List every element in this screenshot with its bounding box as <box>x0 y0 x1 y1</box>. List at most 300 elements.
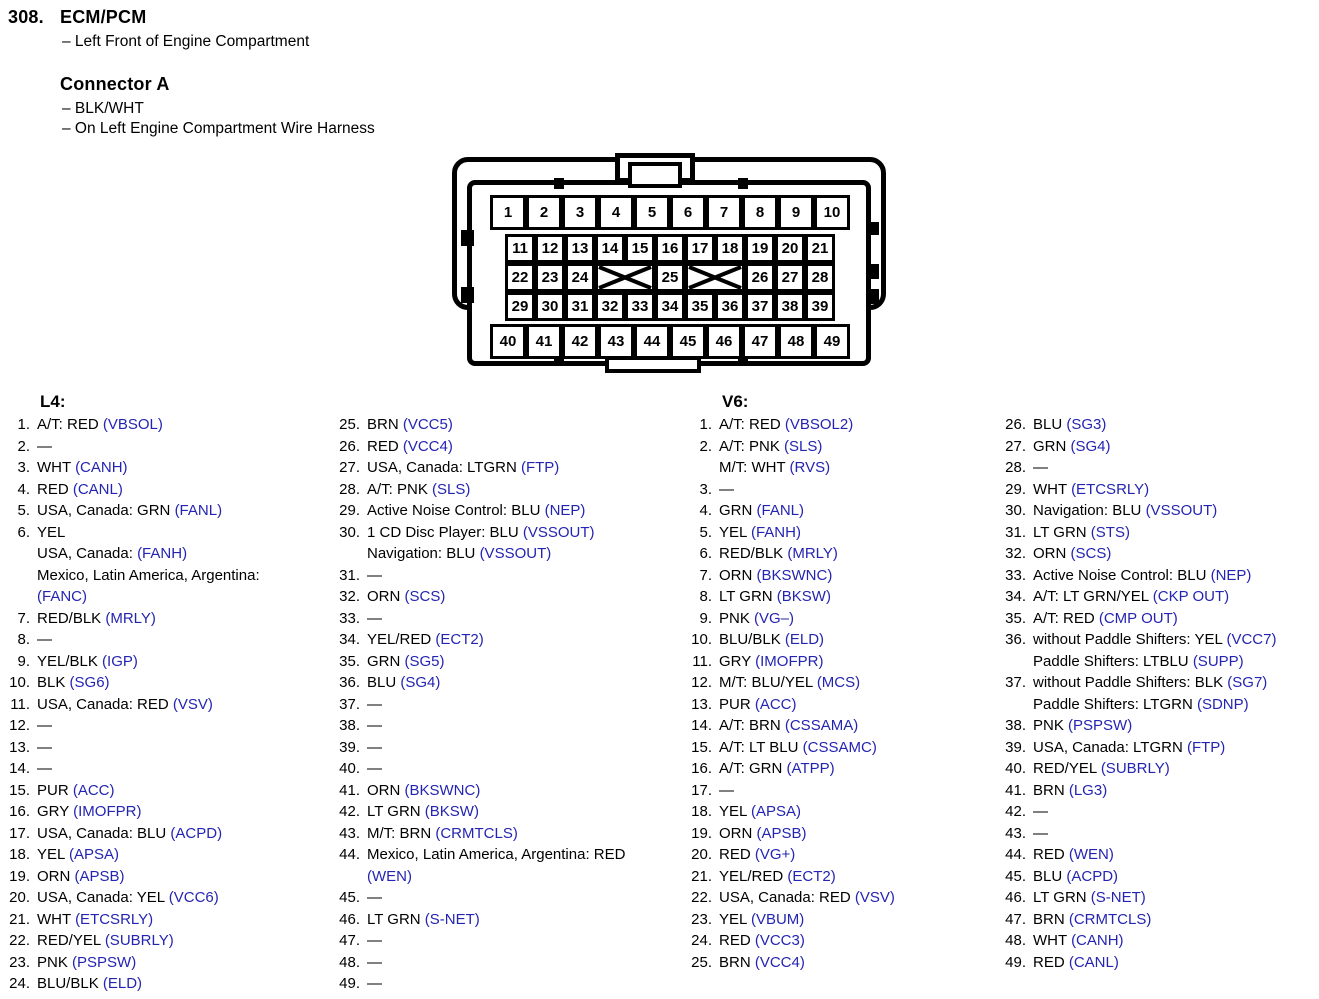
pin-description: Navigation: BLU (VSSOUT) <box>1033 502 1218 519</box>
pin-number: 27. <box>339 459 360 476</box>
pin-cavity: 36 <box>715 292 745 321</box>
pin-description: — <box>37 738 52 756</box>
pin-number: 5. <box>17 502 30 519</box>
pin-description: GRN (SG4) <box>1033 437 1111 455</box>
pin-list-item <box>682 780 1000 802</box>
pin-list-item <box>0 866 328 888</box>
pin-cavity: 33 <box>625 292 655 321</box>
pin-number: 25. <box>339 416 360 433</box>
pin-description: WHT (CANH) <box>1033 932 1124 949</box>
pin-number: 33. <box>1005 566 1026 584</box>
pin-number: 29. <box>1005 480 1026 498</box>
pin-list-item <box>330 479 670 501</box>
pin-cavity: 2 <box>526 195 562 230</box>
pin-list-item <box>330 436 670 458</box>
pin-list-item <box>682 436 1000 479</box>
pin-description: PNK (PSPSW) <box>1033 717 1133 734</box>
pin-cavity: 23 <box>535 263 565 292</box>
pin-list-item <box>682 737 1000 759</box>
list-header-l4: L4: <box>40 392 66 411</box>
pin-description: WHT (ETCSRLY) <box>37 910 154 928</box>
pin-cavity: 34 <box>655 292 685 321</box>
pin-list-item <box>330 414 670 436</box>
pin-list-item <box>330 930 670 952</box>
pin-number: 41. <box>339 781 360 799</box>
pin-description: BRN (CRMTCLS) <box>1033 910 1152 928</box>
pin-cavity: 13 <box>565 234 595 263</box>
pin-description: BLU/BLK (ELD) <box>719 631 825 648</box>
pin-description: BLK (SG6) <box>37 674 110 691</box>
pin-number: 11. <box>10 695 30 713</box>
pin-number: 44. <box>1005 846 1026 863</box>
pin-description: Mexico, Latin America, Argentina: RED (WEN) <box>367 846 626 885</box>
pin-cavity: 21 <box>805 234 835 263</box>
pin-description: RED/BLK (MRLY) <box>37 609 156 627</box>
pin-number: 25. <box>691 953 712 971</box>
pin-number: 26. <box>1005 416 1026 433</box>
pin-description: A/T: PNK (SLS) <box>367 480 471 498</box>
pin-description: — <box>367 760 382 777</box>
pin-list-item <box>682 543 1000 565</box>
pin-number: 42. <box>339 803 360 820</box>
pin-description: A/T: GRN (ATPP) <box>719 760 835 777</box>
pin-number: 42. <box>1005 803 1026 820</box>
pin-number: 12. <box>691 674 712 691</box>
pin-description: ORN (BKSWNC) <box>367 781 481 799</box>
pin-description: A/T: RED (VBSOL) <box>37 416 163 433</box>
pin-cavity: 49 <box>814 324 850 359</box>
pin-number: 16. <box>9 803 30 820</box>
pin-description: GRY (IMOFPR) <box>719 652 824 670</box>
pin-number: 18. <box>9 846 30 863</box>
pin-list-item <box>0 651 328 673</box>
pin-number: 40. <box>1005 760 1026 777</box>
pin-description: A/T: LT BLU (CSSAMC) <box>719 738 877 756</box>
pin-number: 35. <box>339 652 360 670</box>
pin-description: — <box>367 695 382 713</box>
pin-number: 43. <box>339 824 360 842</box>
pin-cavity: 1 <box>490 195 526 230</box>
pin-description: — <box>1033 459 1048 476</box>
pin-description: RED (CANL) <box>37 480 123 498</box>
pin-number: 24. <box>691 932 712 949</box>
pin-cavity: 12 <box>535 234 565 263</box>
pin-list-item <box>996 522 1316 544</box>
pin-number: 37. <box>1005 674 1026 691</box>
pin-description: — <box>367 889 382 906</box>
pin-description: RED/BLK (MRLY) <box>719 545 838 562</box>
pin-cavity: 39 <box>805 292 835 321</box>
pin-number: 39. <box>1005 738 1026 756</box>
page-title: ECM/PCM <box>60 7 147 27</box>
pin-description: RED/YEL (SUBRLY) <box>37 932 174 949</box>
pin-description: — <box>37 437 52 455</box>
pin-list-item <box>330 758 670 780</box>
pin-number: 11. <box>692 652 712 670</box>
pin-number: 28. <box>339 480 360 498</box>
pin-number: 23. <box>691 910 712 928</box>
pin-description: — <box>1033 824 1048 842</box>
pin-cavity: 31 <box>565 292 595 321</box>
pin-list-item <box>0 758 328 780</box>
pin-number: 15. <box>691 738 712 756</box>
pin-cavity: 35 <box>685 292 715 321</box>
pin-list-item <box>330 565 670 587</box>
pin-cavity: 9 <box>778 195 814 230</box>
pin-list-item <box>0 887 328 909</box>
pin-list-v6-a <box>682 414 1000 973</box>
pin-list-item <box>682 930 1000 952</box>
pin-description: — <box>367 609 382 627</box>
pin-cavity: 40 <box>490 324 526 359</box>
pin-list-item <box>0 952 328 974</box>
pin-list-item <box>0 780 328 802</box>
pin-description: YEL USA, Canada: (FANH) Mexico, Latin America, Argentina: (FANC) <box>37 523 260 605</box>
pin-number: 41. <box>1005 781 1026 799</box>
pin-number: 3. <box>17 459 30 476</box>
pin-number: 13. <box>691 695 712 713</box>
connector-color-note: – BLK/WHT <box>62 100 144 117</box>
pin-description: A/T: LT GRN/YEL (CKP OUT) <box>1033 588 1230 605</box>
pin-list-item <box>682 629 1000 651</box>
pin-cavity: 22 <box>505 263 535 292</box>
pin-list-item <box>0 694 328 716</box>
pin-list-item <box>330 672 670 694</box>
pin-list-item <box>996 436 1316 458</box>
pin-list-item <box>682 522 1000 544</box>
pin-list-item <box>996 672 1316 715</box>
pin-description: USA, Canada: BLU (ACPD) <box>37 824 223 842</box>
pin-list-item <box>996 930 1316 952</box>
pin-cavity: 27 <box>775 263 805 292</box>
pin-description: USA, Canada: LTGRN (FTP) <box>367 459 560 476</box>
pin-list-item <box>682 801 1000 823</box>
pin-list-item <box>996 801 1316 823</box>
connector-top-latch-inner <box>628 162 682 188</box>
pin-list-item <box>0 801 328 823</box>
pin-cavity: 24 <box>565 263 595 292</box>
pin-description: YEL/BLK (IGP) <box>37 652 138 670</box>
pin-number: 47. <box>339 932 360 949</box>
pin-description: USA, Canada: GRN (FANL) <box>37 502 223 519</box>
pin-number: 10. <box>691 631 712 648</box>
pin-description: YEL (APSA) <box>37 846 119 863</box>
pin-cavity: 15 <box>625 234 655 263</box>
pin-number: 37. <box>339 695 360 713</box>
pin-description: A/T: BRN (CSSAMA) <box>719 717 859 734</box>
pin-number: 38. <box>339 717 360 734</box>
pin-description: GRY (IMOFPR) <box>37 803 142 820</box>
pin-description: YEL (VBUM) <box>719 910 805 928</box>
pin-list-item <box>682 608 1000 630</box>
pin-number: 29. <box>339 502 360 519</box>
pin-description: — <box>367 953 382 971</box>
pin-cavity: 8 <box>742 195 778 230</box>
pin-number: 14. <box>691 717 712 734</box>
pin-number: 34. <box>1005 588 1026 605</box>
pin-number: 46. <box>1005 889 1026 906</box>
pin-description: LT GRN (S-NET) <box>367 910 480 928</box>
pin-number: 31. <box>339 566 360 584</box>
pin-cavity: 16 <box>655 234 685 263</box>
pin-list-item <box>996 629 1316 672</box>
pin-list-item <box>0 522 328 608</box>
pin-description: LT GRN (BKSW) <box>719 588 831 605</box>
pin-cavity: 28 <box>805 263 835 292</box>
pin-description: RED (VG+) <box>719 846 796 863</box>
pin-number: 38. <box>1005 717 1026 734</box>
pin-description: RED (VCC3) <box>719 932 805 949</box>
pin-list-item <box>682 844 1000 866</box>
pin-description: GRN (SG5) <box>367 652 445 670</box>
pin-number: 49. <box>339 975 360 992</box>
pin-number: 24. <box>9 975 30 992</box>
pin-number: 1. <box>17 416 30 433</box>
pin-list-item <box>682 479 1000 501</box>
pin-list-item <box>682 651 1000 673</box>
pin-list-item <box>682 500 1000 522</box>
pin-list-item <box>996 737 1316 759</box>
connector-title: Connector A <box>60 74 170 94</box>
pin-list-item <box>330 887 670 909</box>
pin-number: 39. <box>339 738 360 756</box>
pin-number: 46. <box>339 910 360 928</box>
pin-description: BRN (VCC5) <box>367 416 453 433</box>
pin-number: 2. <box>17 437 30 455</box>
pin-description: WHT (CANH) <box>37 459 128 476</box>
pin-description: — <box>367 566 382 584</box>
list-header-v6: V6: <box>722 392 749 411</box>
pin-list-item <box>330 457 670 479</box>
connector-harness-note: – On Left Engine Compartment Wire Harness <box>62 120 375 137</box>
pin-description: — <box>37 717 52 734</box>
pin-number: 33. <box>339 609 360 627</box>
pin-description: RED (WEN) <box>1033 846 1114 863</box>
pin-cavity: 7 <box>706 195 742 230</box>
pin-description: A/T: RED (CMP OUT) <box>1033 609 1178 627</box>
pin-description: — <box>367 738 382 756</box>
pin-number: 32. <box>339 588 360 605</box>
pin-cavity: 14 <box>595 234 625 263</box>
pin-description: M/T: BLU/YEL (MCS) <box>719 674 861 691</box>
pin-number: 26. <box>339 437 360 455</box>
pin-number: 44. <box>339 846 360 863</box>
pin-description: ORN (APSB) <box>719 824 807 842</box>
pin-list-item <box>0 629 328 651</box>
pin-cavity: 41 <box>526 324 562 359</box>
pin-description: LT GRN (S-NET) <box>1033 889 1146 906</box>
pin-cavity: 30 <box>535 292 565 321</box>
pin-number: 31. <box>1005 523 1026 541</box>
pin-list-item <box>330 801 670 823</box>
pin-cavity: 25 <box>655 263 685 292</box>
pin-description: LT GRN (STS) <box>1033 523 1130 541</box>
pin-cavity: 18 <box>715 234 745 263</box>
pin-number: 19. <box>9 867 30 885</box>
pin-cavity: 47 <box>742 324 778 359</box>
pin-number: 36. <box>339 674 360 691</box>
pin-description: Active Noise Control: BLU (NEP) <box>367 502 586 519</box>
pin-number: 3. <box>699 480 712 498</box>
pin-number: 17. <box>691 781 712 799</box>
key-bump <box>554 178 564 189</box>
section-number: 308. <box>8 7 44 27</box>
pin-list-item <box>996 414 1316 436</box>
pin-list-item <box>0 823 328 845</box>
pin-description: M/T: BRN (CRMTCLS) <box>367 824 518 842</box>
pin-list-item <box>0 930 328 952</box>
pin-number: 30. <box>339 523 360 541</box>
pin-list-item <box>996 500 1316 522</box>
pin-number: 9. <box>699 609 712 627</box>
pin-cavity: 19 <box>745 234 775 263</box>
pin-description: BLU/BLK (ELD) <box>37 975 143 992</box>
pin-number: 8. <box>699 588 712 605</box>
pin-grid-row <box>450 234 890 263</box>
pin-description: 1 CD Disc Player: BLU (VSSOUT) Navigation: BLU (VSSOUT) <box>367 523 595 562</box>
pin-number: 20. <box>691 846 712 863</box>
pin-number: 1. <box>699 416 712 433</box>
pin-description: — <box>367 717 382 734</box>
pin-description: USA, Canada: RED (VSV) <box>37 695 213 713</box>
pin-description: YEL (FANH) <box>719 523 801 541</box>
pin-number: 5. <box>699 523 712 541</box>
pin-number: 21. <box>9 910 30 928</box>
pin-cavity: 44 <box>634 324 670 359</box>
pin-list-item <box>996 952 1316 974</box>
pin-list-item <box>996 844 1316 866</box>
pin-number: 22. <box>691 889 712 906</box>
pin-list-item <box>0 608 328 630</box>
pin-description: A/T: RED (VBSOL2) <box>719 416 854 433</box>
pin-list-item <box>0 436 328 458</box>
pin-description: YEL/RED (ECT2) <box>367 631 484 648</box>
pin-number: 40. <box>339 760 360 777</box>
pin-description: WHT (ETCSRLY) <box>1033 480 1150 498</box>
pin-number: 2. <box>699 437 712 455</box>
pin-cavity: 32 <box>595 292 625 321</box>
pin-list-item <box>330 651 670 673</box>
pin-number: 28. <box>1005 459 1026 476</box>
pin-list-l4-b <box>330 414 670 995</box>
pin-cavity: 5 <box>634 195 670 230</box>
pin-number: 19. <box>691 824 712 842</box>
pin-number: 7. <box>699 566 712 584</box>
pin-cavity: 6 <box>670 195 706 230</box>
pin-cavity: 43 <box>598 324 634 359</box>
pin-cavity: 26 <box>745 263 775 292</box>
pin-description: — <box>719 781 734 799</box>
pin-list-item <box>330 500 670 522</box>
pin-number: 7. <box>17 609 30 627</box>
pin-list-item <box>330 608 670 630</box>
pin-cavity: 10 <box>814 195 850 230</box>
pin-cavity: 4 <box>598 195 634 230</box>
pin-list-item <box>330 715 670 737</box>
pin-number: 48. <box>1005 932 1026 949</box>
pin-list-item <box>330 823 670 845</box>
pin-number: 21. <box>691 867 712 885</box>
pin-number: 4. <box>699 502 712 519</box>
pin-description: ORN (BKSWNC) <box>719 566 833 584</box>
pin-description: RED (VCC4) <box>367 437 453 455</box>
key-bump <box>738 178 748 189</box>
pin-list-item <box>330 973 670 995</box>
pin-grid-row <box>450 292 890 321</box>
pin-description: ORN (SCS) <box>1033 545 1112 562</box>
pin-description: PUR (ACC) <box>719 695 797 713</box>
pin-number: 17. <box>9 824 30 842</box>
pin-list-item <box>0 479 328 501</box>
pin-list-l4-a <box>0 414 328 995</box>
pin-number: 13. <box>9 738 30 756</box>
pin-number: 36. <box>1005 631 1026 648</box>
pin-number: 34. <box>339 631 360 648</box>
pin-description: ORN (APSB) <box>37 867 125 885</box>
location-note: – Left Front of Engine Compartment <box>62 33 310 50</box>
pin-number: 35. <box>1005 609 1026 627</box>
blocked-cavity-cross <box>595 263 655 292</box>
pin-number: 45. <box>339 889 360 906</box>
pin-number: 6. <box>17 523 30 541</box>
pin-list-item <box>682 952 1000 974</box>
pin-list-item <box>0 737 328 759</box>
pin-list-item <box>682 758 1000 780</box>
pin-list-item <box>0 672 328 694</box>
pin-description: BRN (VCC4) <box>719 953 805 971</box>
pin-list-item <box>682 694 1000 716</box>
pin-cavity: 17 <box>685 234 715 263</box>
pin-description: — <box>367 932 382 949</box>
pin-description: — <box>367 975 382 992</box>
pin-list-item <box>330 586 670 608</box>
pin-cavity: 11 <box>505 234 535 263</box>
pin-description: BLU (ACPD) <box>1033 867 1119 885</box>
pin-number: 18. <box>691 803 712 820</box>
pin-description: YEL (APSA) <box>719 803 801 820</box>
pin-description: ORN (SCS) <box>367 588 446 605</box>
blocked-cavity-cross <box>685 263 745 292</box>
pin-list-item <box>330 780 670 802</box>
pin-list-item <box>996 457 1316 479</box>
pin-cavity: 42 <box>562 324 598 359</box>
pin-number: 45. <box>1005 867 1026 885</box>
pin-number: 9. <box>17 652 30 670</box>
pin-cavity: 20 <box>775 234 805 263</box>
pin-description: BLU (SG4) <box>367 674 441 691</box>
pin-number: 22. <box>9 932 30 949</box>
pin-number: 14. <box>9 760 30 777</box>
pin-list-item <box>682 414 1000 436</box>
pin-description: without Paddle Shifters: BLK (SG7) Paddle Shifters: LTGRN (SDNP) <box>1033 674 1268 713</box>
pin-cavity: 46 <box>706 324 742 359</box>
pin-description: USA, Canada: YEL (VCC6) <box>37 889 219 906</box>
pin-list-item <box>0 500 328 522</box>
pin-description: — <box>37 760 52 777</box>
pin-number: 6. <box>699 545 712 562</box>
pin-number: 47. <box>1005 910 1026 928</box>
pin-list-item <box>996 866 1316 888</box>
pin-list-item <box>682 565 1000 587</box>
pin-number: 4. <box>17 480 30 498</box>
pin-number: 20. <box>9 889 30 906</box>
pin-description: PUR (ACC) <box>37 781 115 799</box>
pin-description: without Paddle Shifters: YEL (VCC7) Paddle Shifters: LTBLU (SUPP) <box>1033 631 1277 670</box>
pin-number: 23. <box>9 953 30 971</box>
pin-list-item <box>330 694 670 716</box>
pin-list-v6-b <box>996 414 1316 973</box>
pin-list-item <box>0 457 328 479</box>
